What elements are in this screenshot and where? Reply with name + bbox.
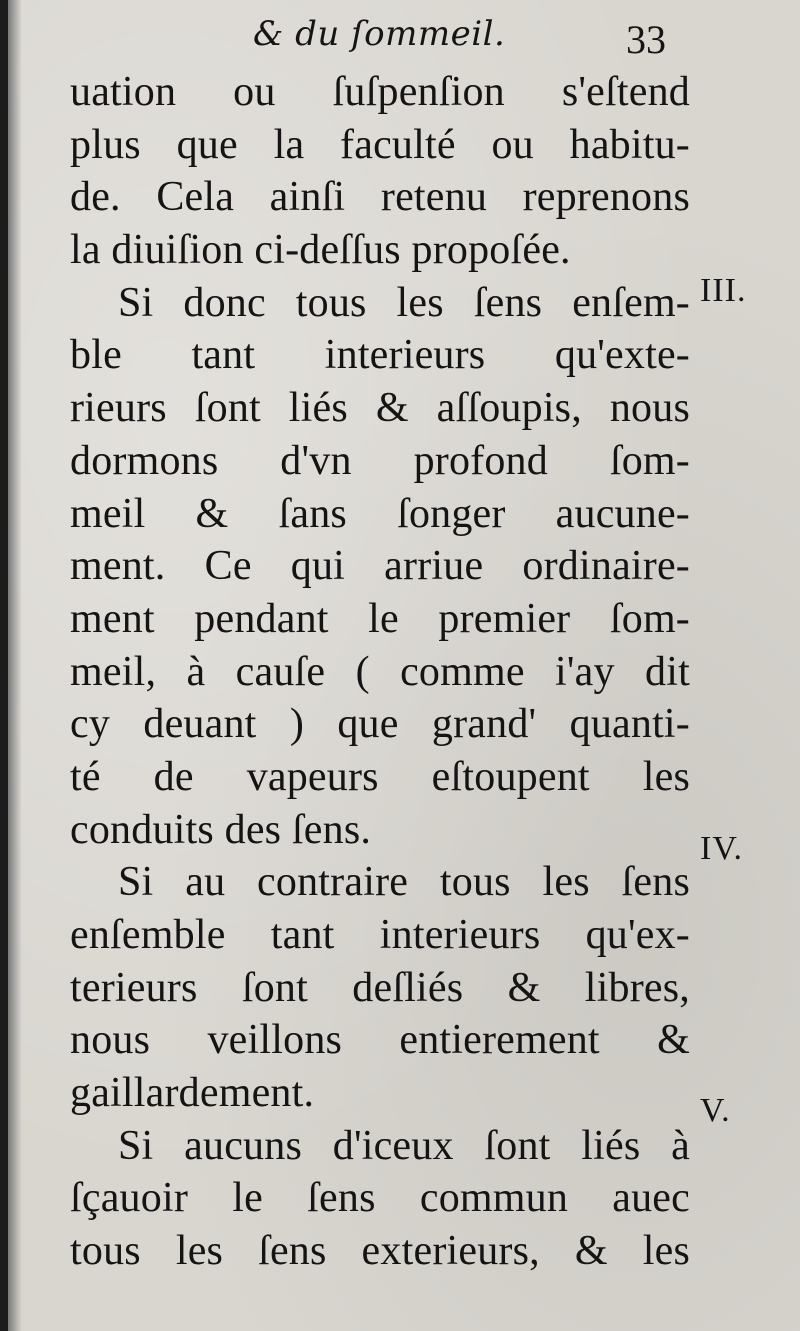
page-number: 33 [626,17,666,62]
gutter-shadow [8,0,22,1331]
text-line: la diuiſion ci-deſſus propoſée. [70,227,571,274]
text-line: plus que la faculté ou habitu- [70,121,690,168]
margin-note-iii: III. [700,272,747,309]
text-line: gaillardement. [70,1070,315,1117]
text-line: ble tant interieurs qu'exte- [70,332,690,379]
text-line: dormons d'vn profond ſom- [70,437,690,484]
text-line: rieurs ſont liés & aſſoupis, nous [70,385,690,432]
text-line: meil & ſans ſonger aucune- [70,490,690,537]
text-line: ment pendant le premier ſom- [70,595,690,642]
text-line: de. Cela ainſi retenu reprenons [70,174,690,221]
text-line: té de vapeurs eſtoupent les [70,753,690,800]
text-line: tous les ſens exterieurs, & les [70,1228,690,1275]
text-line: terieurs ſont deſliés & libres, [70,964,690,1011]
book-page [8,0,800,1331]
text-line: Si donc tous les ſens enſem- [118,279,690,326]
margin-note-iv: IV. [700,830,743,867]
text-line: meil, à cauſe ( comme i'ay dit [70,648,690,695]
text-line: Si aucuns d'iceux ſont liés à [118,1122,690,1169]
text-line: enſemble tant interieurs qu'ex- [70,912,690,958]
running-title: & du ſommeil. [253,14,506,54]
text-line: ſçauoir le ſens commun auec [70,1175,690,1222]
text-line: Si au contraire tous les ſens [118,859,690,906]
margin-note-v: V. [700,1092,731,1129]
text-line: cy deuant ) que grand' quanti- [70,701,690,748]
text-line: uation ou ſuſpenſion s'eſtend [70,69,690,115]
body-text [70,66,690,1278]
text-line: nous veillons entierement & [70,1017,690,1064]
text-line: conduits des ſens. [70,806,372,853]
text-line: ment. Ce qui arriue ordinaire- [70,543,690,590]
